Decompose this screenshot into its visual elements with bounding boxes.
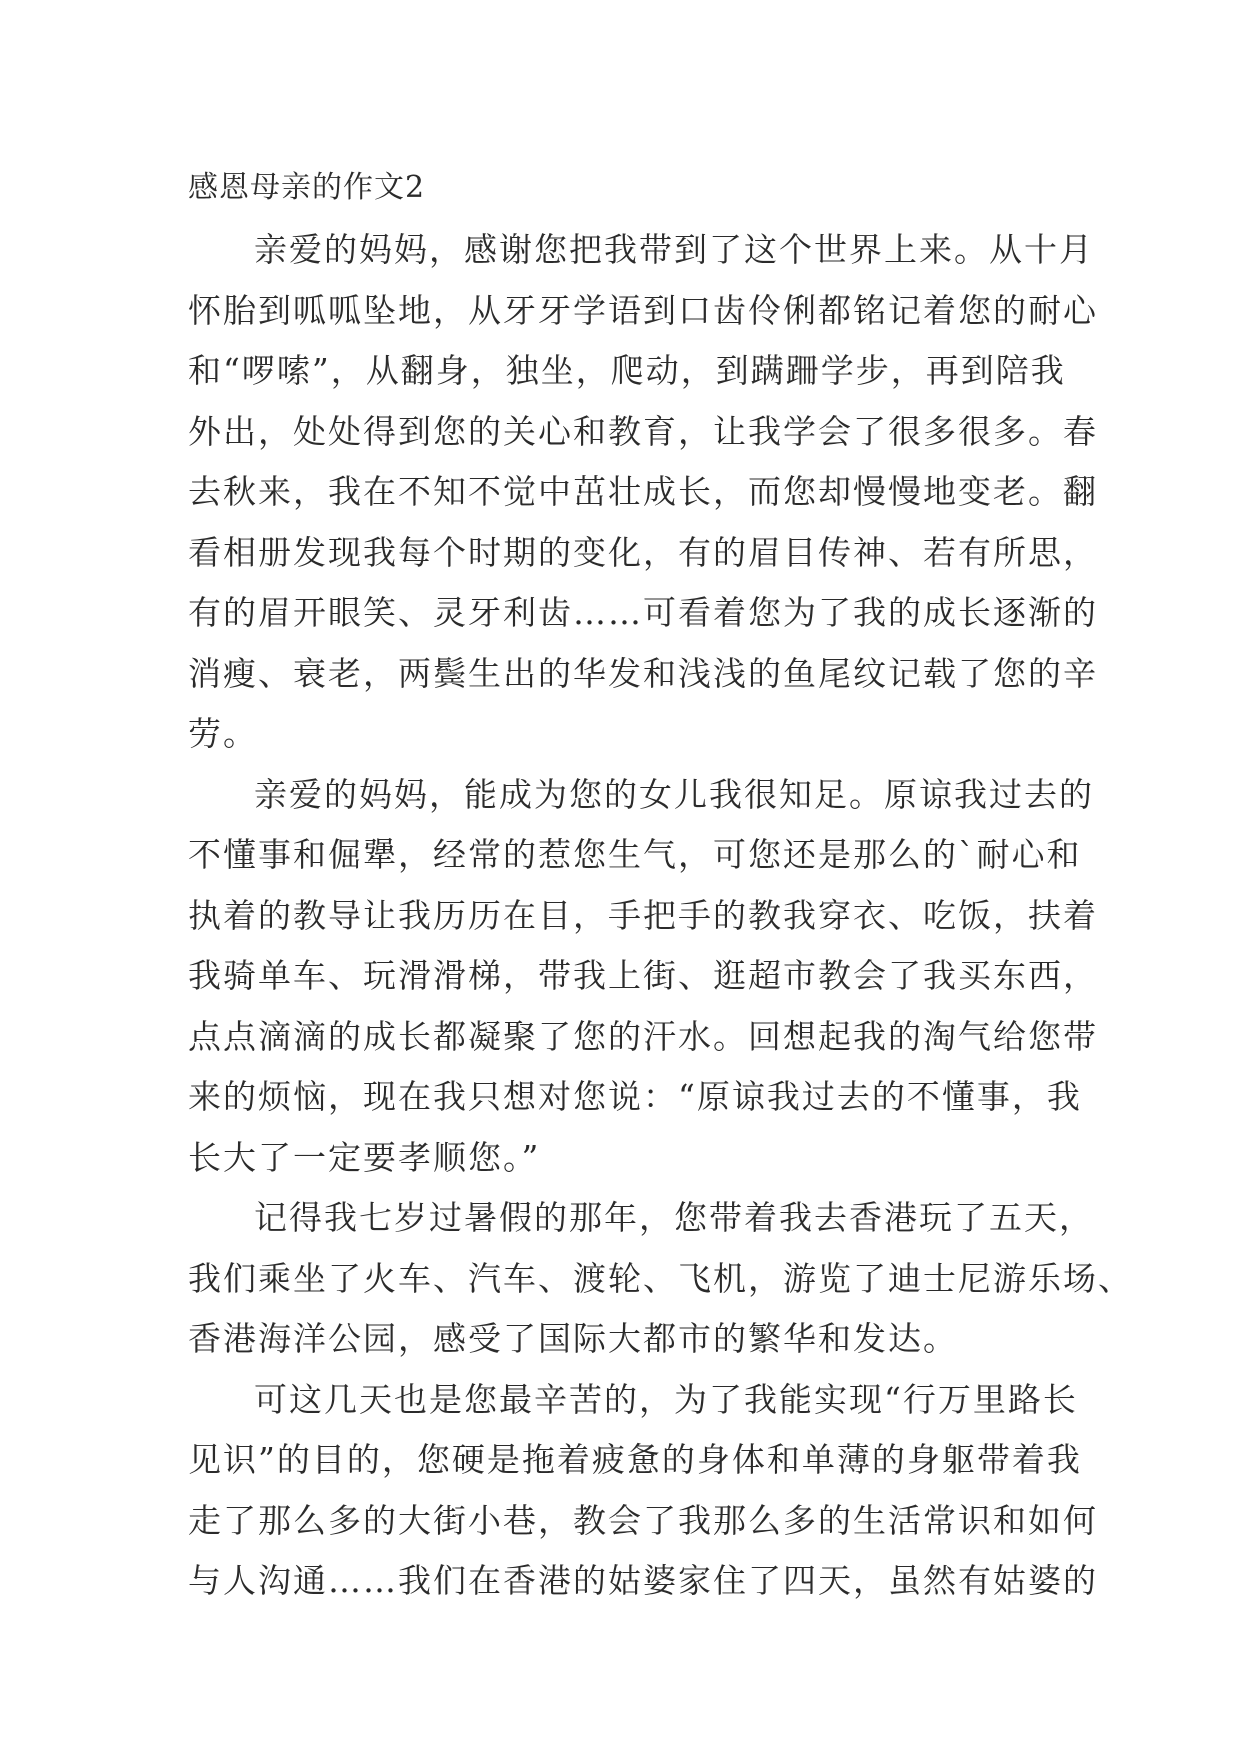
text-line: 来的烦恼，现在我只想对您说：“原谅我过去的不懂事，我 [188, 1077, 1082, 1116]
text-line: 见识”的目的，您硬是拖着疲惫的身体和单薄的身躯带着我 [188, 1440, 1082, 1479]
text-line: 去秋来，我在不知不觉中茁壮成长，而您却慢慢地变老。翻 [188, 472, 1098, 511]
text-line: 与人沟通……我们在香港的姑婆家住了四天，虽然有姑婆的 [188, 1561, 1098, 1600]
text-line: 劳。 [188, 714, 258, 753]
document-title: 感恩母亲的作文2 [188, 170, 426, 205]
text-line: 记得我七岁过暑假的那年，您带着我去香港玩了五天， [254, 1198, 1094, 1237]
text-line: 亲爱的妈妈，感谢您把我带到了这个世界上来。从十月 [254, 230, 1094, 269]
text-line: 亲爱的妈妈，能成为您的女儿我很知足。原谅我过去的 [254, 774, 1094, 814]
text-line: 消瘦、衰老，两鬓生出的华发和浅浅的鱼尾纹记载了您的辛 [188, 653, 1098, 693]
paragraph-2 [188, 765, 1098, 1189]
text-line: 我们乘坐了火车、汽车、渡轮、飞机，游览了迪士尼游乐场、 [188, 1258, 1133, 1298]
text-line: 香港海洋公园，感受了国际大都市的繁华和发达。 [188, 1319, 958, 1358]
text-line: 长大了一定要孝顺您。” [188, 1137, 541, 1177]
text-line: 看相册发现我每个时期的变化，有的眉目传神、若有所思， [188, 532, 1098, 572]
paragraph-3 [188, 1188, 1133, 1370]
text-line: 不懂事和倔犟，经常的惹您生气，可您还是那么的`耐心和 [188, 835, 1082, 874]
text-line: 怀胎到呱呱坠地，从牙牙学语到口齿伶俐都铭记着您的耐心 [188, 290, 1098, 330]
text-line: 走了那么多的大街小巷，教会了我那么多的生活常识和如何 [188, 1500, 1098, 1540]
text-line: 点点滴滴的成长都凝聚了您的汗水。回想起我的淘气给您带 [188, 1016, 1098, 1056]
paragraph-1 [188, 220, 1098, 765]
text-line: 我骑单车、玩滑滑梯，带我上街、逛超市教会了我买东西， [188, 956, 1098, 995]
text-line: 可这几天也是您最辛苦的，为了我能实现“行万里路长 [254, 1379, 1078, 1419]
paragraph-4 [188, 1370, 1098, 1612]
text-line: 外出，处处得到您的关心和教育，让我学会了很多很多。春 [188, 411, 1098, 451]
text-line: 和“啰嗦”，从翻身，独坐，爬动，到蹒跚学步，再到陪我 [188, 351, 1066, 390]
document-page [188, 158, 1133, 1612]
text-line: 有的眉开眼笑、灵牙利齿……可看着您为了我的成长逐渐的 [188, 593, 1098, 632]
text-line: 执着的教导让我历历在目，手把手的教我穿衣、吃饭，扶着 [188, 895, 1098, 935]
